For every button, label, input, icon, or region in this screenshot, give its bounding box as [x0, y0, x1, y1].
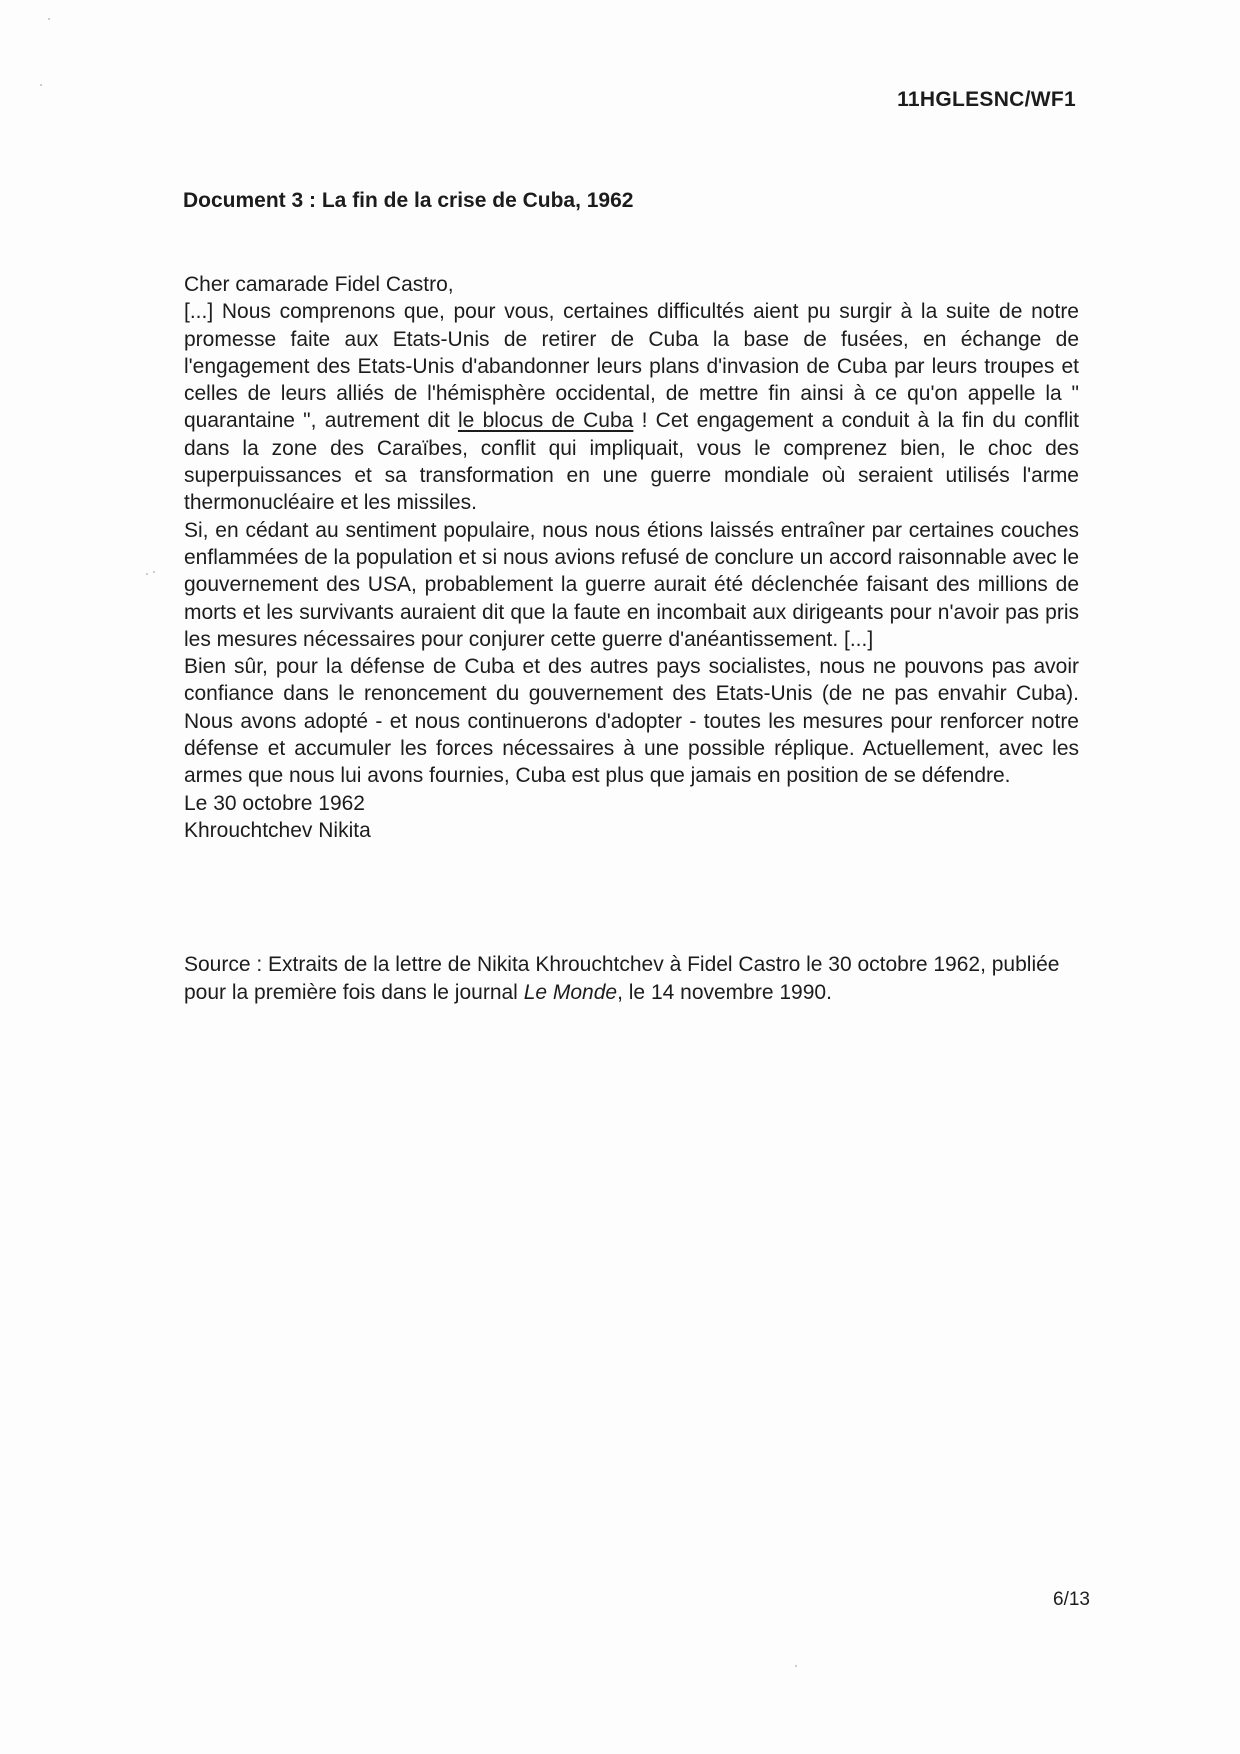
page-number: 6/13 [1053, 1589, 1090, 1610]
newspaper-name: Le Monde [523, 981, 618, 1004]
letter-body [184, 271, 1079, 844]
letter-signature: Khrouchtchev Nikita [184, 818, 371, 842]
source-text-end: , le 14 novembre 1990. [617, 981, 832, 1004]
salutation: Cher camarade Fidel Castro, [184, 273, 454, 296]
source-text-start: Source : Extraits de la lettre de Nikita Khrouchtchev à Fidel Castro le 30 octobre 1962, publiée pour la première fois dans le journal [184, 953, 1060, 1004]
paragraph-1-text-start: [...] Nous comprenons que, pour vous, certaines difficultés aient pu surgir à la suite de notre promesse faite aux Etats-Unis de retirer de Cuba la base de fusées, en échange de l'engagement des Etats-Unis d'abandonner leurs plans d'invasion de Cuba par leurs troupes et celles de leurs alliés de l'hémisphère occidental, de mettre fin ainsi à ce qu'on appelle la " quarantaine ", autrement dit [184, 300, 1079, 433]
scan-speck [153, 571, 155, 573]
document-title: Document 3 : La fin de la crise de Cuba, 1962 [183, 189, 634, 212]
underlined-phrase: le blocus de Cuba [457, 409, 634, 433]
exam-code: 11HGLESNC/WF1 [897, 88, 1076, 111]
letter-date: Le 30 octobre 1962 [184, 791, 365, 815]
paragraph-2: Si, en cédant au sentiment populaire, nous nous étions laissés entraîner par certaines couches enflammées de la population et si nous avions refusé de conclure un accord raisonnable avec le gouvernement des USA, probablement la guerre aurait été déclenchée faisant des millions de morts et les survivants auraient dit que la faute en incombait aux dirigeants pour n'avoir pas pris les mesures nécessaires pour conjurer cette guerre d'anéantissement. [...] [184, 518, 1079, 651]
paragraph-1 [184, 298, 1079, 516]
scan-speck [146, 573, 148, 575]
source-citation [184, 951, 1084, 1007]
paragraph-1-text-end: ! Cet engagement a conduit à la fin du conflit dans la zone des Caraïbes, conflit qui impliquait, vous le comprenez bien, le choc des superpuissances et sa transformation en une guerre mondiale où seraient utilisés l'arme thermonucléaire et les missiles. [184, 409, 1079, 515]
scan-speck [795, 1665, 797, 1667]
paragraph-3: Bien sûr, pour la défense de Cuba et des autres pays socialistes, nous ne pouvons pas avoir confiance dans le renoncement du gouvernement des Etats-Unis (de ne pas envahir Cuba). Nous avons adopté - et nous continuerons d'adopter - toutes les mesures pour renforcer notre défense et accumuler les forces nécessaires à une possible réplique. Actuellement, avec les armes que nous lui avons fournies, Cuba est plus que jamais en position de se défendre. [184, 655, 1079, 788]
scan-speck [40, 84, 42, 86]
scan-speck [48, 18, 50, 20]
